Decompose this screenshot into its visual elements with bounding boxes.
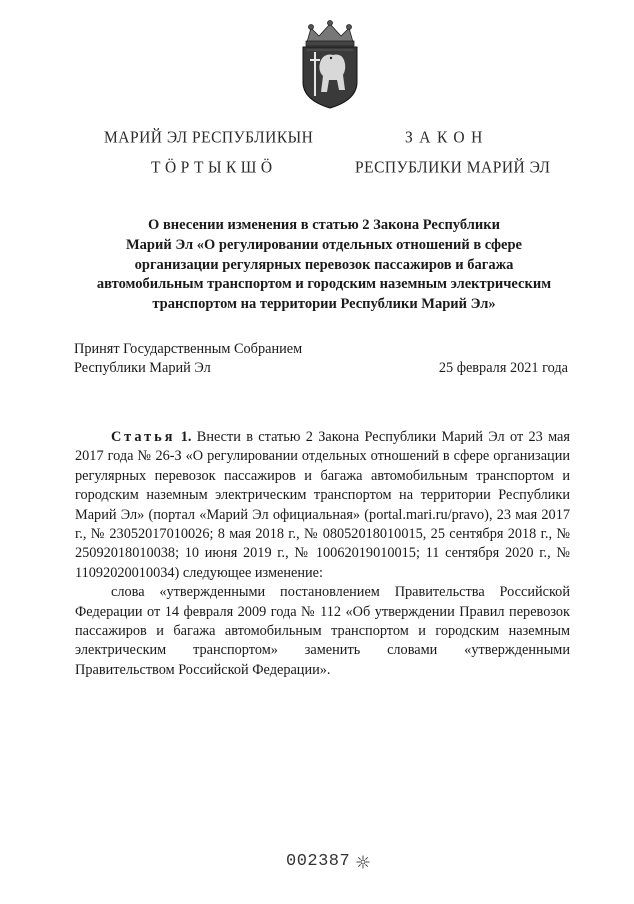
adoption-line-1: Принят Государственным Собранием xyxy=(74,341,303,357)
law-title xyxy=(64,216,584,315)
law-title-line: Марий Эл «О регулировании отдельных отношений в сфере xyxy=(125,236,522,253)
header-right-line-2: РЕСПУБЛИКИ МАРИЙ ЭЛ xyxy=(355,158,551,178)
law-title-line: О внесении изменения в статью 2 Закона Республики xyxy=(148,217,500,233)
law-title-line: транспортом на территории Республики Марий Эл» xyxy=(152,296,496,313)
adoption-block xyxy=(74,340,302,378)
article-text-1: Внести в статью 2 Закона Республики Марий Эл от 23 мая 2017 года № 26-З «О регулировании отдельных отношений в сфере организации регулярных перевозок пассажиров и багажа автомобильным транспортом и городским наземным электрическим транспортом на территории Республики Марий Эл» (портал «Марий Эл официальная» (portal.mari.ru/pravo), 23 мая 2017 г., № 23052017010026; 8 мая 2018 г., № 08052018010015, 25 сентября 2018 г., № 25092018010038; 10 июня 2019 г., № 10062019010015; 11 сентября 2020 г., № 11092020010034) следующее изменение: xyxy=(75,429,570,581)
rosette-mark-icon xyxy=(356,855,370,869)
article-label: Статья xyxy=(111,429,176,445)
coat-of-arms-icon xyxy=(291,20,369,110)
article-body xyxy=(75,428,570,680)
header-left-line-1: МАРИЙ ЭЛ РЕСПУБЛИКЫН xyxy=(104,128,314,148)
adoption-line-2: Республики Марий Эл xyxy=(74,360,211,376)
article-paragraph-2: слова «утвержденными постановлением Правительства Российской Федерации от 14 февраля 2009 года № 112 «Об утверждении Правил перевозок пассажиров и багажа автомобильным транспортом и городским наземным электрическим транспортом» заменить словами «утвержденными Правительством Российской Федерации». xyxy=(75,584,570,678)
law-title-line: автомобильным транспортом и городским наземным электрическим xyxy=(96,276,552,293)
article-number: 1. xyxy=(180,429,192,445)
adoption-date: 25 февраля 2021 года xyxy=(438,360,568,376)
header-right-line-1: ЗАКОН xyxy=(405,128,489,148)
article-paragraph-1 xyxy=(75,428,570,583)
law-title-line: организации регулярных перевозок пассажиров и багажа xyxy=(134,256,514,273)
header-left-line-2: ТӦРТЫКШӦ xyxy=(151,158,277,178)
registration-number: 002387 xyxy=(286,852,351,871)
